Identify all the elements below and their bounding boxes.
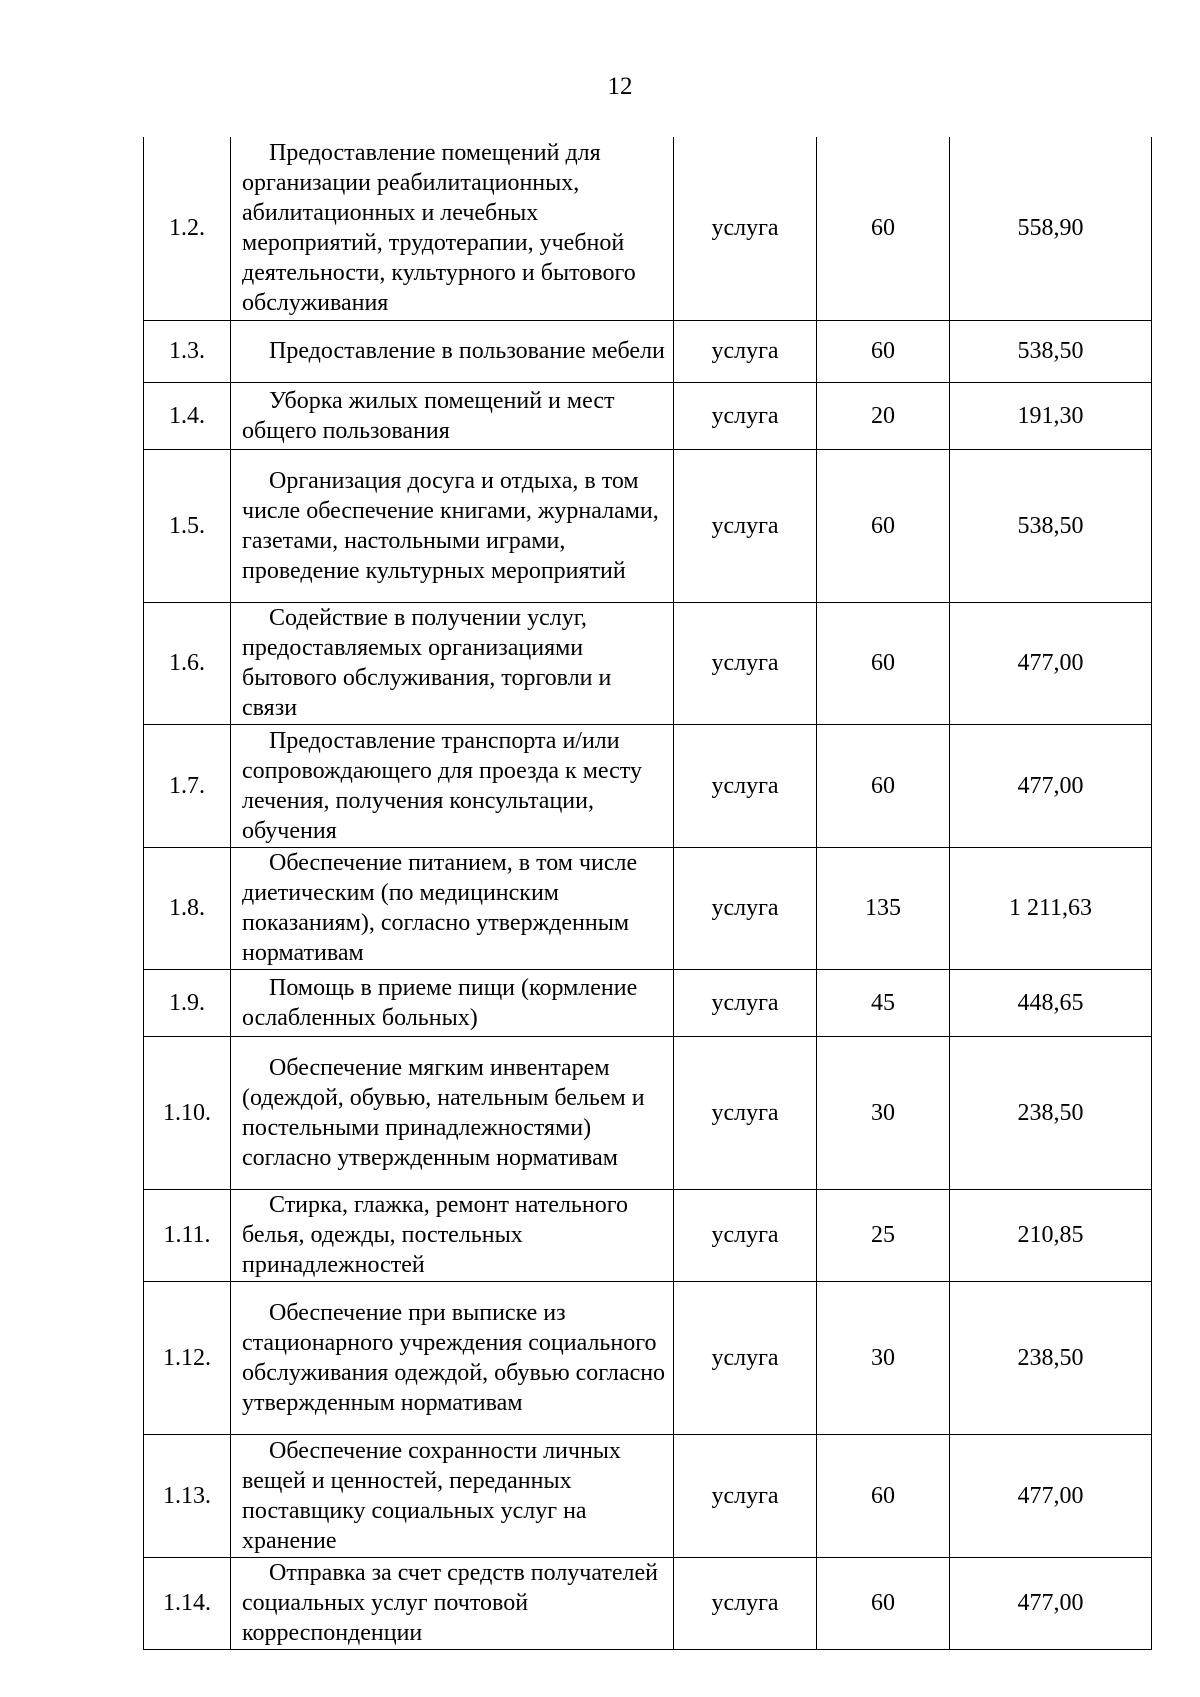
unit: услуга: [674, 847, 817, 969]
table-row: [144, 1036, 1152, 1189]
price: 1 211,63: [950, 847, 1152, 969]
table-row: [144, 449, 1152, 602]
quantity: 60: [817, 137, 950, 320]
price: 558,90: [950, 137, 1152, 320]
service-name: Содействие в получении услуг, предоставляемых организациями бытового обслуживания, торговли и связи: [231, 602, 674, 724]
unit: услуга: [674, 382, 817, 449]
quantity: 60: [817, 320, 950, 382]
quantity: 135: [817, 847, 950, 969]
unit: услуга: [674, 1434, 817, 1557]
table-row: [144, 847, 1152, 969]
quantity: 30: [817, 1036, 950, 1189]
row-number: 1.11.: [144, 1189, 231, 1281]
quantity: 20: [817, 382, 950, 449]
service-name: Обеспечение сохранности личных вещей и ценностей, переданных поставщику социальных услуг на хранение: [231, 1434, 674, 1557]
quantity: 60: [817, 449, 950, 602]
price: 477,00: [950, 1557, 1152, 1649]
service-name: Помощь в приеме пищи (кормление ослабленных больных): [231, 969, 674, 1036]
price: 210,85: [950, 1189, 1152, 1281]
quantity: 60: [817, 724, 950, 847]
service-name: Предоставление помещений для организации реабилитационных, абилитационных и лечебных мероприятий, трудотерапии, учебной деятельности, культурного и бытового обслуживания: [231, 137, 674, 320]
unit: услуга: [674, 1036, 817, 1189]
service-name: Обеспечение при выписке из стационарного учреждения социального обслуживания одеждой, обувью согласно утвержденным нормативам: [231, 1281, 674, 1434]
price: 238,50: [950, 1036, 1152, 1189]
quantity: 45: [817, 969, 950, 1036]
unit: услуга: [674, 602, 817, 724]
table-row: [144, 1281, 1152, 1434]
price: 477,00: [950, 724, 1152, 847]
service-name: Обеспечение питанием, в том числе диетическим (по медицинским показаниям), согласно утвержденным нормативам: [231, 847, 674, 969]
table-row: [144, 320, 1152, 382]
price: 238,50: [950, 1281, 1152, 1434]
row-number: 1.3.: [144, 320, 231, 382]
unit: услуга: [674, 1557, 817, 1649]
table-row: [144, 1189, 1152, 1281]
table-row: [144, 969, 1152, 1036]
price: 538,50: [950, 320, 1152, 382]
price: 538,50: [950, 449, 1152, 602]
table-row: [144, 382, 1152, 449]
quantity: 30: [817, 1281, 950, 1434]
row-number: 1.2.: [144, 137, 231, 320]
services-table-body: [144, 137, 1152, 1649]
row-number: 1.14.: [144, 1557, 231, 1649]
price: 477,00: [950, 1434, 1152, 1557]
row-number: 1.12.: [144, 1281, 231, 1434]
service-name: Отправка за счет средств получателей социальных услуг почтовой корреспонденции: [231, 1557, 674, 1649]
service-name: Обеспечение мягким инвентарем (одеждой, обувью, нательным бельем и постельными принадлежностями) согласно утвержденным нормативам: [231, 1036, 674, 1189]
service-name: Предоставление транспорта и/или сопровождающего для проезда к месту лечения, получения консультации, обучения: [231, 724, 674, 847]
table-row: [144, 1557, 1152, 1649]
page-number: 12: [607, 73, 633, 100]
row-number: 1.10.: [144, 1036, 231, 1189]
service-name: Предоставление в пользование мебели: [231, 320, 674, 382]
unit: услуга: [674, 969, 817, 1036]
quantity: 60: [817, 1557, 950, 1649]
unit: услуга: [674, 1281, 817, 1434]
service-name: Уборка жилых помещений и мест общего пользования: [231, 382, 674, 449]
row-number: 1.7.: [144, 724, 231, 847]
row-number: 1.5.: [144, 449, 231, 602]
row-number: 1.6.: [144, 602, 231, 724]
services-table: [143, 137, 1152, 1650]
row-number: 1.8.: [144, 847, 231, 969]
table-row: [144, 724, 1152, 847]
quantity: 60: [817, 602, 950, 724]
row-number: 1.13.: [144, 1434, 231, 1557]
service-name: Стирка, глажка, ремонт нательного белья, одежды, постельных принадлежностей: [231, 1189, 674, 1281]
price: 191,30: [950, 382, 1152, 449]
price: 448,65: [950, 969, 1152, 1036]
price: 477,00: [950, 602, 1152, 724]
table-row: [144, 1434, 1152, 1557]
row-number: 1.4.: [144, 382, 231, 449]
unit: услуга: [674, 449, 817, 602]
service-name: Организация досуга и отдыха, в том числе обеспечение книгами, журналами, газетами, настольными играми, проведение культурных мероприятий: [231, 449, 674, 602]
quantity: 25: [817, 1189, 950, 1281]
table-row: [144, 602, 1152, 724]
row-number: 1.9.: [144, 969, 231, 1036]
quantity: 60: [817, 1434, 950, 1557]
unit: услуга: [674, 724, 817, 847]
table-row: [144, 137, 1152, 320]
unit: услуга: [674, 320, 817, 382]
unit: услуга: [674, 1189, 817, 1281]
unit: услуга: [674, 137, 817, 320]
